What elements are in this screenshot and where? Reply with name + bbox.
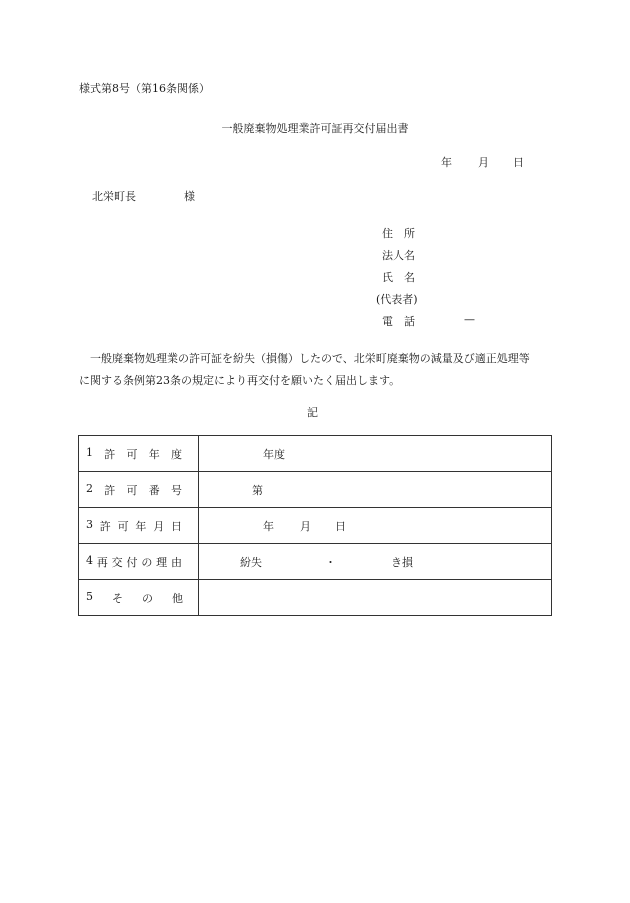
reason-separator: ・	[325, 556, 336, 569]
body-text	[79, 348, 554, 392]
row-label	[79, 544, 199, 580]
table-row	[79, 436, 552, 472]
label-char: 番	[148, 483, 160, 497]
label-char: 可	[126, 483, 138, 497]
applicant-corporate-name-label: 法人名	[382, 249, 415, 262]
row-number: 5	[86, 589, 93, 603]
row-label	[79, 508, 199, 544]
label-char: の	[141, 555, 153, 569]
label-char: 許	[99, 519, 111, 533]
row-value-permit-year[interactable]	[199, 436, 552, 472]
applicant-name-label: 氏 名	[382, 271, 415, 284]
label-char: 由	[170, 555, 182, 569]
row-label	[79, 580, 199, 616]
label-char: 可	[117, 519, 129, 533]
row-label	[79, 436, 199, 472]
items-table	[78, 435, 552, 616]
reason-damaged: き損	[391, 556, 413, 569]
label-char: 日	[170, 519, 182, 533]
row-number: 3	[86, 517, 93, 531]
addressee-name: 北栄町長	[92, 190, 136, 203]
row-number: 2	[86, 481, 93, 495]
value-text: 第	[252, 484, 263, 497]
label-char: 他	[172, 591, 183, 605]
row-number: 4	[86, 553, 93, 567]
body-line-1: 一般廃棄物処理業の許可証を紛失（損傷）したので、北栄町廃棄物の減量及び適正処理等	[79, 352, 530, 365]
label-char: 付	[126, 555, 138, 569]
row-number: 1	[86, 445, 93, 459]
reason-lost: 紛失	[240, 556, 262, 569]
label-char: 許	[104, 447, 116, 461]
label-char: 年	[135, 519, 147, 533]
row-value-reissue-reason[interactable]	[199, 544, 552, 580]
applicant-address-label: 住 所	[382, 227, 415, 240]
label-char: 交	[111, 555, 123, 569]
date-month-label: 月	[478, 156, 489, 169]
label-char: 再	[96, 555, 108, 569]
value-year: 年	[263, 520, 274, 533]
label-char: の	[142, 591, 153, 605]
label-char: そ	[112, 591, 123, 605]
table-row	[79, 544, 552, 580]
row-value-other[interactable]	[199, 580, 552, 616]
addressee-honorific: 様	[184, 190, 195, 203]
table-row	[79, 472, 552, 508]
label-char: 理	[156, 555, 168, 569]
table-row	[79, 580, 552, 616]
applicant-phone-label: 電 話	[382, 315, 415, 328]
applicant-representative-label: (代表者)	[376, 293, 418, 306]
table-row	[79, 508, 552, 544]
label-char: 可	[126, 447, 138, 461]
value-day: 日	[335, 520, 346, 533]
label-char: 号	[171, 483, 182, 497]
row-label	[79, 472, 199, 508]
row-value-permit-number[interactable]	[199, 472, 552, 508]
body-line-2: に関する条例第23条の規定により再交付を願いたく届出します。	[79, 374, 401, 387]
label-char: 月	[153, 519, 165, 533]
date-year-label: 年	[441, 156, 452, 169]
document-title: 一般廃棄物処理業許可証再交付届出書	[221, 122, 409, 135]
label-char: 年	[148, 447, 160, 461]
row-value-permit-date[interactable]	[199, 508, 552, 544]
phone-dash: —	[464, 313, 475, 326]
value-text: 年度	[263, 448, 285, 461]
label-char: 許	[104, 483, 116, 497]
label-char: 度	[171, 447, 182, 461]
form-number: 様式第8号（第16条関係）	[79, 82, 210, 95]
date-day-label: 日	[513, 156, 524, 169]
ki-heading: 記	[307, 406, 318, 419]
value-month: 月	[300, 520, 311, 533]
